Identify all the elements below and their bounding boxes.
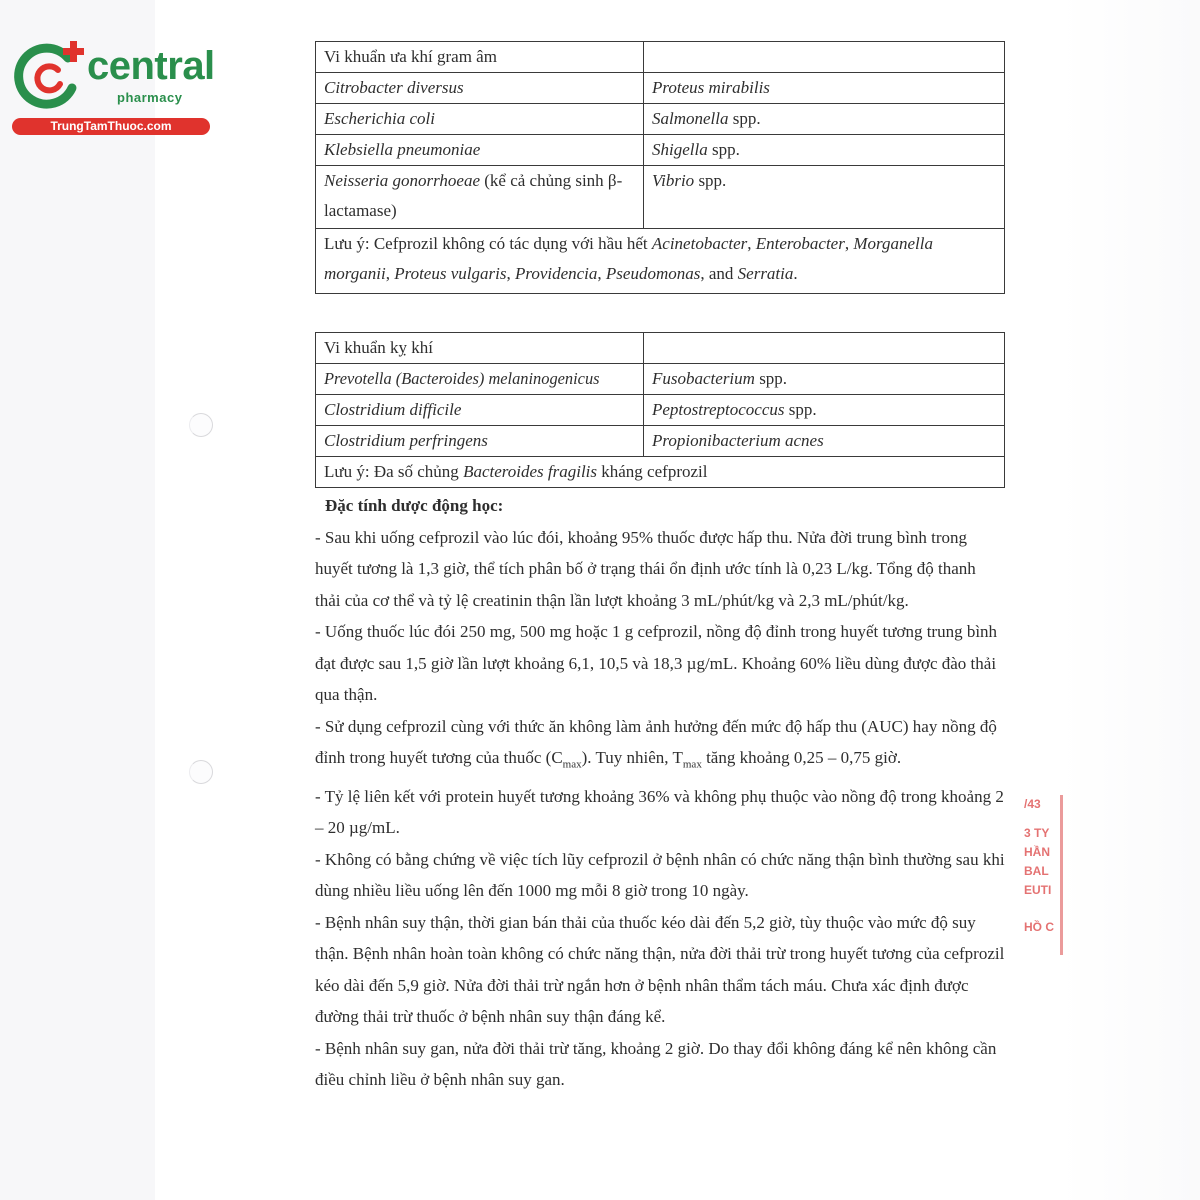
page-right-margin (1060, 0, 1200, 1200)
note-organism: Morganella morganii (324, 234, 933, 283)
table-cell (644, 166, 1005, 229)
stamp-line: HẦN (1024, 845, 1050, 859)
table-cell (644, 364, 1005, 395)
table-header-cell: Vi khuẩn kỵ khí (316, 333, 644, 364)
table-note (316, 457, 1005, 488)
table-cell (644, 104, 1005, 135)
table-header-cell: Vi khuẩn ưa khí gram âm (316, 42, 644, 73)
table-row (316, 135, 1005, 166)
table-row (316, 166, 1005, 229)
table-cell (644, 395, 1005, 426)
organism-suffix: spp. (784, 400, 817, 419)
table-row (316, 395, 1005, 426)
logo-website: TrungTamThuoc.com (12, 118, 210, 135)
note-text: , and (700, 264, 738, 283)
stamp-line: /43 (1024, 797, 1041, 811)
table-cell (644, 333, 1005, 364)
paragraph (315, 711, 1005, 781)
table-note-row (316, 229, 1005, 294)
stamp-line: EUTI (1024, 883, 1052, 897)
note-text: Lưu ý: Cefprozil không có tác dụng với hầu hết (324, 234, 652, 253)
table-cell: Clostridium perfringens (316, 426, 644, 457)
table-cell: Citrobacter diversus (316, 73, 644, 104)
organism-name: Fusobacterium (652, 369, 755, 388)
note-organism: Providencia (514, 264, 598, 283)
note-text: Lưu ý: Đa số chủng (324, 462, 464, 481)
aerobic-gram-negative-table (315, 41, 1005, 294)
page-left-margin (0, 0, 155, 1200)
logo-tagline: pharmacy (117, 90, 183, 105)
stamp-line: HỒ C (1024, 920, 1054, 934)
table-header-row (316, 42, 1005, 73)
organism-name: Neisseria gonorrhoeae (324, 171, 480, 190)
table-cell: Escherichia coli (316, 104, 644, 135)
organism-name: Propionibacterium acnes (652, 431, 824, 450)
organism-name: Proteus mirabilis (652, 78, 770, 97)
note-organism: Pseudomonas (605, 264, 701, 283)
organism-name: Vibrio (652, 171, 695, 190)
table-cell (644, 135, 1005, 166)
paragraph: - Không có bằng chứng về việc tích lũy cefprozil ở bệnh nhân có chức năng thận bình thường sau khi dùng nhiều liều uống lên đến 1000 mg mỗi 8 giờ trong 10 ngày. (315, 849, 1005, 901)
note-organism: Acinetobacter (651, 234, 748, 253)
table-header-row (316, 333, 1005, 364)
punch-hole-bottom (189, 760, 213, 784)
company-stamp (1024, 795, 1063, 955)
note-organism: Proteus vulgaris (394, 264, 507, 283)
organism-name: Salmonella (652, 109, 729, 128)
table-row (316, 73, 1005, 104)
section-title: Đặc tính dược động học: (325, 496, 504, 515)
paragraph-text: ). Tuy nhiên, T (581, 748, 683, 767)
logo-name: central (87, 44, 215, 88)
central-logo-icon (10, 36, 90, 116)
paragraph: - Tỷ lệ liên kết với protein huyết tương khoảng 36% và không phụ thuộc vào nồng độ trong khoảng 2 – 20 µg/mL. (315, 786, 1004, 838)
paragraph-text: - Sử dụng cefprozil cùng với thức ăn không làm ảnh hưởng đến mức độ hấp thu (AUC) hay nồng độ đỉnh trong huyết tương của thuốc (C (315, 716, 997, 767)
table-note-row (316, 457, 1005, 488)
note-organism: Bacteroides fragilis (463, 462, 598, 481)
organism-note: (kể cả chủng sinh β-lactamase) (324, 171, 623, 220)
table-cell (316, 166, 644, 229)
paragraph-text: tăng khoảng 0,25 – 0,75 giờ. (701, 748, 902, 767)
organism-name: Peptostreptococcus (652, 400, 785, 419)
table-row (316, 104, 1005, 135)
table-cell: Klebsiella pneumoniae (316, 135, 644, 166)
paragraph: - Bệnh nhân suy thận, thời gian bán thải của thuốc kéo dài đến 5,2 giờ, tùy thuộc vào mức độ suy thận. Bệnh nhân hoàn toàn không có chức năng thận, nửa đời thải trừ trong huyết tương của cefprozil kéo dài đến 5,9 giờ. Nửa đời thải trừ ngắn hơn ở bệnh nhân thẩm tách máu. Chưa xác định được đường thải trừ thuốc ở bệnh nhân suy thận đáng kể. (315, 912, 1005, 1027)
table-cell: Prevotella (Bacteroides) melaninogenicus (316, 364, 644, 395)
organism-suffix: spp. (707, 140, 740, 159)
organism-suffix: spp. (728, 109, 761, 128)
table-cell: Clostridium difficile (316, 395, 644, 426)
subscript: max (562, 758, 582, 771)
subscript: max (682, 758, 702, 771)
pharmacokinetics-section (315, 490, 1005, 1096)
table-cell (644, 426, 1005, 457)
note-organism: Serratia (737, 264, 794, 283)
note-organism: Enterobacter (755, 234, 845, 253)
table-row (316, 364, 1005, 395)
punch-hole-top (189, 413, 213, 437)
note-text: kháng cefprozil (597, 462, 708, 481)
stamp-line: BAL (1024, 864, 1049, 878)
organism-suffix: spp. (754, 369, 788, 388)
table-cell (644, 42, 1005, 73)
paragraph: - Uống thuốc lúc đói 250 mg, 500 mg hoặc 1 g cefprozil, nồng độ đỉnh trong huyết tương trung bình đạt được sau 1,5 giờ lần lượt khoảng 6,1, 10,5 và 18,3 µg/mL. Khoảng 60% liều dùng được đào thải qua thận. (315, 622, 998, 704)
organism-suffix: spp. (694, 171, 727, 190)
table-cell (644, 73, 1005, 104)
organism-name: Shigella (652, 140, 708, 159)
note-text: . (793, 264, 798, 283)
stamp-line: 3 TY (1024, 826, 1050, 840)
table-row (316, 426, 1005, 457)
anaerobic-table (315, 332, 1005, 488)
table-note: Lưu ý: Cefprozil không có tác dụng với hầu hết Acinetobacter, Enterobacter, Morganella morganii, Proteus vulgaris, Providencia, Pseudomonas, and Serratia. (316, 229, 1005, 294)
paragraph: - Sau khi uống cefprozil vào lúc đói, khoảng 95% thuốc được hấp thu. Nửa đời trung bình trong huyết tương là 1,3 giờ, thể tích phân bố ở trạng thái ổn định ước tính là 0,23 L/kg. Tổng độ thanh thải của cơ thể và tỷ lệ creatinin thận lần lượt khoảng 3 mL/phút/kg và 2,3 mL/phút/kg. (315, 527, 976, 610)
paragraph: - Bệnh nhân suy gan, nửa đời thải trừ tăng, khoảng 2 giờ. Do thay đổi không đáng kể nên không cần điều chỉnh liều ở bệnh nhân suy gan. (315, 1038, 997, 1090)
